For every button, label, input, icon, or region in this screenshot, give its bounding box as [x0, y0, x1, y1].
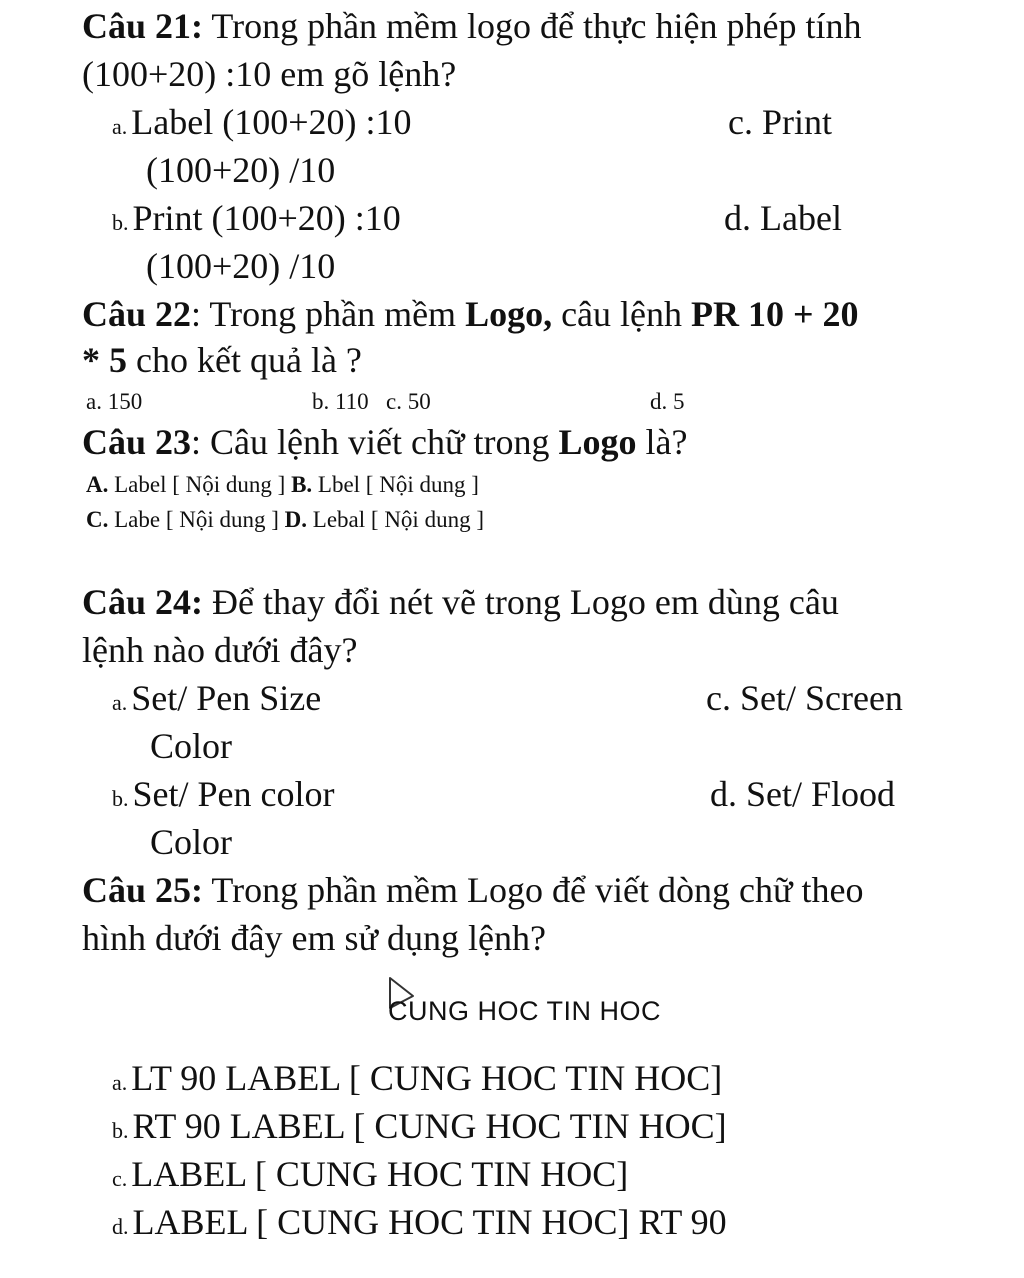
q21-option-b-text: Print (100+20) :10: [132, 198, 401, 238]
q25-question-text: Trong phần mềm Logo để viết dòng chữ theo: [203, 870, 864, 910]
q21-number: Câu 21:: [82, 6, 204, 46]
q24-option-b-text: Set/ Pen color: [132, 774, 335, 814]
q25-option-b-text: RT 90 LABEL [ CUNG HOC TIN HOC]: [132, 1106, 727, 1146]
logo-output-text: CUNG HOC TIN HOC: [388, 996, 662, 1026]
q23-option-C-label: C.: [86, 507, 109, 532]
q22-option-d: d. 5: [650, 389, 685, 414]
q25-option-a: [112, 1060, 722, 1096]
q23-option-C-text: Labe [ Nội dung ]: [108, 507, 279, 532]
q24-line1: [82, 584, 839, 620]
q25-option-b: [112, 1108, 727, 1144]
q22-line2: [82, 342, 362, 378]
q23-text-b: là?: [636, 422, 688, 462]
q25-option-c-text: LABEL [ CUNG HOC TIN HOC]: [131, 1154, 629, 1194]
q21-option-c: c. Print: [728, 102, 832, 142]
q22-text-a: : Trong phần mềm: [191, 294, 466, 334]
q23-text-a: : Câu lệnh viết chữ trong: [191, 422, 559, 462]
q23-option-B-text: Lbel [ Nội dung ]: [312, 472, 479, 497]
q25-option-d: [112, 1204, 727, 1240]
q21-option-b: [112, 200, 401, 236]
q21-option-a-marker: a.: [112, 114, 128, 139]
q24-option-b-marker: b.: [112, 786, 129, 811]
q25-option-d-marker: d.: [112, 1214, 129, 1239]
q24-option-c: c. Set/ Screen: [706, 678, 903, 718]
q23-options-row2: [86, 508, 484, 531]
q23-number: Câu 23: [82, 422, 192, 462]
q24-option-a-marker: a.: [112, 690, 128, 715]
q21-option-b-marker: b.: [112, 210, 129, 235]
q21-option-d: d. Label: [724, 198, 842, 238]
q22-number: Câu 22: [82, 294, 192, 334]
q25-line1: [82, 872, 863, 908]
q21-option-a-text: Label (100+20) :10: [131, 102, 412, 142]
q23-option-A-text: Label [ Nội dung ]: [108, 472, 286, 497]
q22-text-rest: cho kết quả là ?: [127, 340, 362, 380]
q24-option-a-text: Set/ Pen Size: [131, 678, 322, 718]
q25-option-a-marker: a.: [112, 1070, 128, 1095]
q22-logo: Logo,: [465, 294, 553, 334]
q21-line1: [82, 8, 861, 44]
q24-line2: lệnh nào dưới đây?: [82, 630, 358, 670]
q25-option-d-text: LABEL [ CUNG HOC TIN HOC] RT 90: [132, 1202, 727, 1242]
q24-option-b-cont: Color: [150, 822, 233, 862]
q25-number: Câu 25:: [82, 870, 204, 910]
q22-option-b: b. 110: [312, 389, 369, 414]
q25-line2: hình dưới đây em sử dụng lệnh?: [82, 918, 546, 958]
q24-option-a-cont: Color: [150, 726, 233, 766]
q23-line1: [82, 424, 687, 460]
q22-command: PR 10 + 20: [691, 294, 859, 334]
q23-option-D-text: Lebal [ Nội dung ]: [307, 507, 484, 532]
q21-option-a-cont: (100+20) /10: [146, 150, 336, 190]
q22-line1: [82, 296, 859, 332]
q24-question-text: Để thay đổi nét vẽ trong Logo em dùng câu: [203, 582, 839, 622]
q21-option-a: [112, 104, 412, 140]
q22-option-a: a. 150: [86, 389, 143, 414]
q23-logo: Logo: [558, 422, 637, 462]
q22-operator: * 5: [82, 340, 127, 380]
q21-question-text: Trong phần mềm logo để thực hiện phép tính: [203, 6, 862, 46]
q24-number: Câu 24:: [82, 582, 204, 622]
q25-option-c: [112, 1156, 628, 1192]
q22-option-c: c. 50: [386, 389, 431, 414]
q22-text-b: câu lệnh: [552, 294, 692, 334]
q24-option-a: [112, 680, 321, 716]
q21-option-b-cont: (100+20) /10: [146, 246, 336, 286]
q24-option-b: [112, 776, 334, 812]
q24-option-d: d. Set/ Flood: [710, 774, 896, 814]
q25-option-a-text: LT 90 LABEL [ CUNG HOC TIN HOC]: [131, 1058, 723, 1098]
q23-option-D-label: D.: [284, 507, 308, 532]
q25-option-b-marker: b.: [112, 1118, 129, 1143]
q23-option-A-label: A.: [86, 472, 109, 497]
q23-option-B-label: B.: [291, 472, 313, 497]
q23-options-row1: [86, 473, 479, 496]
q25-option-c-marker: c.: [112, 1166, 128, 1191]
q21-line2: (100+20) :10 em gõ lệnh?: [82, 54, 457, 94]
